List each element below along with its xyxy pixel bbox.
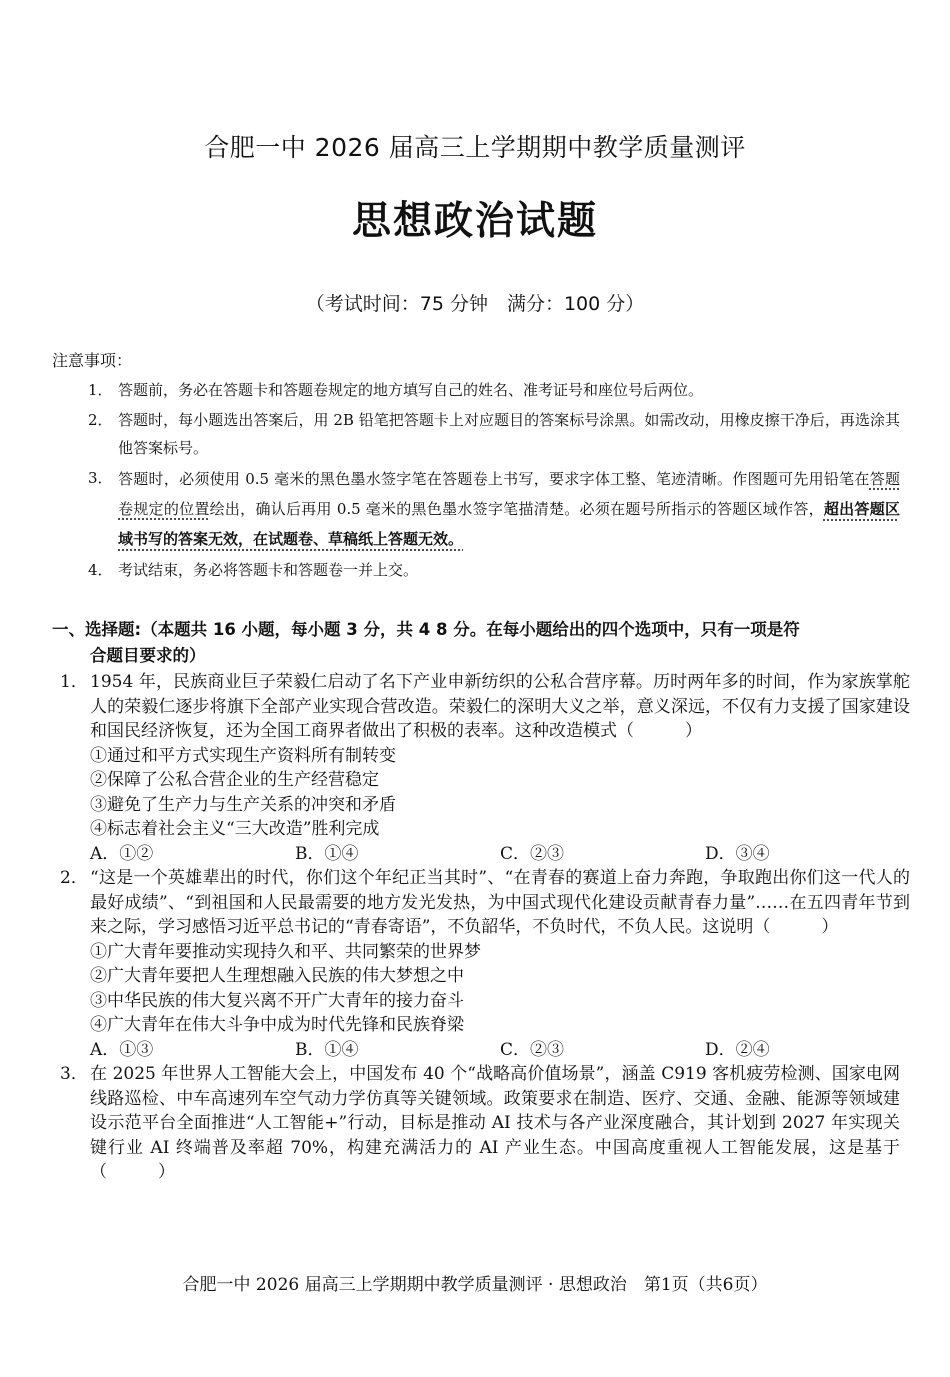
note-item (88, 376, 900, 404)
note-text-part: 答题时，必须使用 0.5 毫米的黑色墨水签字笔在答题卷上书写，要求字体工整、笔迹清晰。作图题可先用铅笔在 (118, 470, 870, 488)
question-number: 1． (60, 672, 88, 692)
statement-option: ①广大青年要推动实现持久和平、共同繁荣的世界梦 (90, 941, 481, 962)
answer-choices (90, 1038, 910, 1063)
choice-b: B．①④ (295, 1039, 359, 1060)
exam-header-title: 合肥一中 2026 届高三上学期期中教学质量测评 (204, 133, 746, 162)
choice-c: C．②③ (500, 843, 565, 864)
note-text (118, 464, 900, 554)
note-item (88, 406, 900, 462)
statement-option: ①通过和平方式实现生产资料所有制转变 (90, 745, 396, 766)
note-dotted-text: 答题卷规定的位置 (118, 470, 900, 518)
answer-choices (90, 842, 910, 867)
note-text: 答题前，务必在答题卡和答题卷规定的地方填写自己的姓名、准考证号和座位号后两位。 (118, 381, 704, 399)
note-text: 答题时，每小题选出答案后，用 2B 铅笔把答题卡上对应题目的答案标号涂黑。如需改动，用橡皮擦干净后，再选涂其他答案标号。 (118, 411, 900, 457)
question-3 (52, 1062, 900, 1185)
note-number: 4． (88, 561, 113, 579)
statement-option: ④标志着社会主义“三大改造”胜利完成 (90, 819, 380, 839)
choice-c: C．②③ (500, 1039, 565, 1060)
choice-a: A．①② (90, 843, 154, 864)
section-heading-line1: 一、选择题:（本题共 16 小题，每小题 3 分，共 4 8 分。在每小题给出的四个选项中，只有一项是符 (52, 620, 800, 639)
question-list (52, 670, 910, 1185)
statement-option: ②保障了公私合营企业的生产经营稳定 (90, 770, 379, 790)
statement-option: ④广大青年在伟大斗争中成为时代先锋和民族脊梁 (90, 1015, 464, 1035)
note-text: 考试结束，务必将答题卡和答题卷一并上交。 (118, 561, 419, 579)
note-number: 3． (88, 469, 113, 487)
subject-title: 思想政治试题 (351, 198, 598, 244)
section-heading-line2: 合题目要求的） (90, 646, 206, 665)
notes-list (88, 376, 900, 586)
question-body (90, 1062, 900, 1185)
statement-option: ③中华民族的伟大复兴离不开广大青年的接力奋斗 (90, 990, 464, 1011)
page-footer: 合肥一中 2026 届高三上学期期中教学质量测评 · 思想政治 第1页（共6页） (182, 1275, 768, 1295)
choice-d: D．③④ (705, 843, 770, 864)
note-number: 2． (88, 411, 113, 429)
choice-b: B．①④ (295, 843, 359, 864)
question-body (90, 670, 910, 866)
note-item (88, 464, 900, 554)
question-2 (52, 866, 910, 1062)
question-number: 3． (60, 1064, 88, 1084)
note-text-part: 绘出，确认后再用 0.5 毫米的黑色墨水签字笔描清楚。必须在题号所指示的答题区域作答， (209, 500, 824, 518)
statement-option: ③避免了生产力与生产关系的冲突和矛盾 (90, 794, 396, 815)
section-heading (52, 617, 902, 669)
statement-option: ②广大青年要把人生理想融入民族的伟大梦想之中 (90, 966, 464, 986)
note-number: 1． (88, 381, 113, 399)
note-item (88, 556, 900, 584)
note-emphasis: 超出答题区域书写的答案无效，在试题卷、草稿纸上答题无效。 (118, 500, 900, 548)
question-stem: 在 2025 年世界人工智能大会上，中国发布 40 个“战略高价值场景”，涵盖 C919 客机疲劳检测、国家电网线路巡检、中车高速列车空气动力学仿真等关键领域。政策要求在制造、医疗、交通、金融、能源等领域建设示范平台全面推进“人工智能+”行动，目标是推动 AI 技术与各产业深度融合，其计划到 2027 年实现关键行业 AI 终端普及率超 70%，构建充满活力的 AI 产业生态。中国高度重视人工智能发展，这是基于（ ） (90, 1064, 900, 1182)
choice-d: D．②④ (705, 1039, 770, 1060)
question-number: 2． (60, 868, 88, 888)
question-stem: 1954 年，民族商业巨子荣毅仁启动了名下产业申新纺织的公私合营序幕。历时两年多的时间，作为家族掌舵人的荣毅仁逐步将旗下全部产业实现合营改造。荣毅仁的深明大义之举，意义深远，不仅有力支援了国家建设和国民经济恢复，还为全国工商界者做出了积极的表率。这种改造模式（ ） (90, 672, 910, 741)
exam-info: （考试时间：75 分钟 满分：100 分） (305, 293, 645, 315)
question-stem: “这是一个英雄辈出的时代，你们这个年纪正当其时”、“在青春的赛道上奋力奔跑，争取跑出你们这一代人的最好成绩”、“到祖国和人民最需要的地方发光发热，为中国式现代化建设贡献青春力量”……在五四青年节到来之际，学习感悟习近平总书记的“青春寄语”，不负韶华，不负时代，不负人民。这说明（ ） (90, 868, 910, 937)
question-1 (52, 670, 910, 866)
choice-a: A．①③ (90, 1039, 154, 1060)
notes-heading: 注意事项： (52, 351, 133, 370)
question-body (90, 866, 910, 1062)
